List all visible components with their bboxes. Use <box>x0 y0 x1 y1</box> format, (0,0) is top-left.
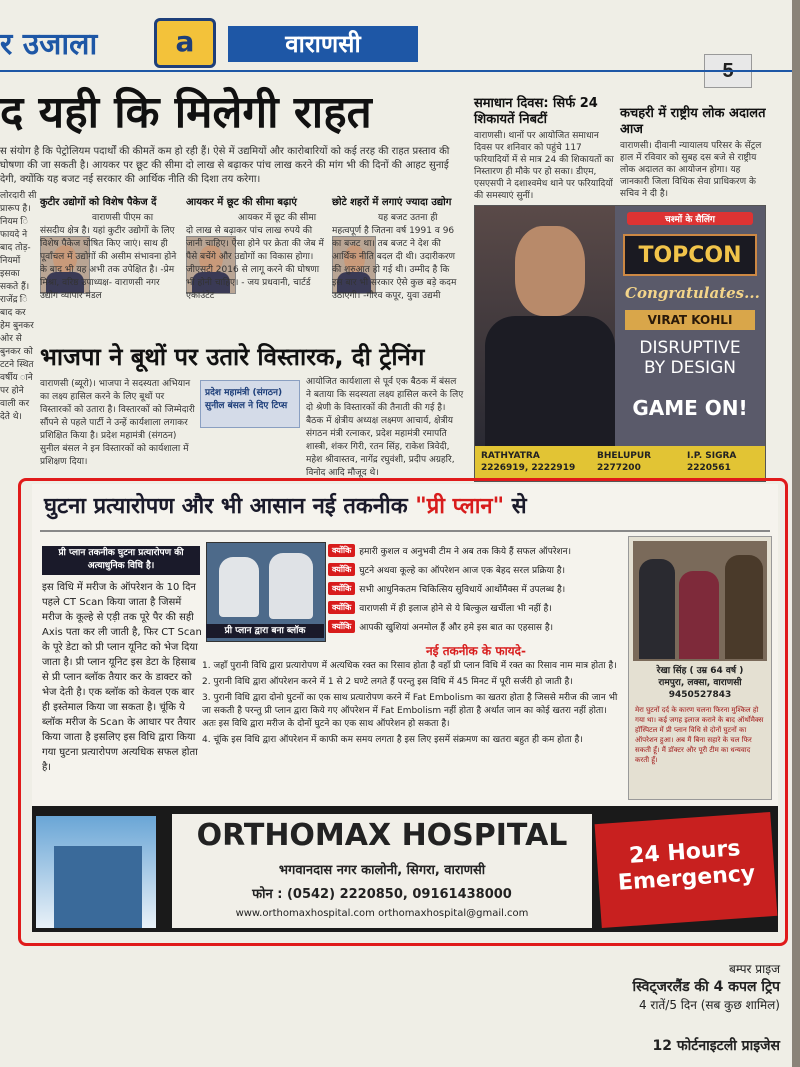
reason-text: हमारी कुशल व अनुभवी टीम ने अब तक किये हैं सफल ऑपरेशन। <box>359 546 572 557</box>
patient-name: रेखा सिंह ( उम्र 64 वर्ष ) <box>656 666 744 676</box>
kyonki-badge: क्योंकि <box>328 544 355 557</box>
sub-quote-box: प्रदेश महामंत्री (संगठन) सुनील बंसल ने दिए टिप्स <box>200 380 300 428</box>
sub-text-right: आयोजित कार्यशाला से पूर्व एक बैठक में बंसल ने बताया कि सदस्यता लक्ष्य हासिल करने के लिए दो श्रेणी के विस्तारकों की तैनाती की गई है। बैठक में क्षेत्रीय अध्यक्ष लक्ष्मण आचार्य, क्षेत्रीय संगठन मंत्री रत्नाकर, प्रदेश महामंत्री रमापति शास्त्री, शंकर गिरी, रतन सिंह, राकेश त्रिवेदी, महेश श्रीवास्तव, नागेंद्र रघुवंशी, प्रदीप अग्रहरि, विनोद आदि मौजूद थे। <box>306 377 464 478</box>
list-item: 3. पुरानी विधि द्वारा दोनो घुटनों का एक साथ प्रत्यारोपण करने में Fat Embolism का खतरा होता है जिससे मरीज की जान भी जा सकती है परन्तु प्री प्लान द्वारा किये गए ऑपरेशन में Fat Embolism नहीं होता है अर्थात जान का कोई खतरा नहीं होता। अतः इस विधि द्वारा मरीज के दोनों घुटने का एक साथ ऑपरेशन हो सकता है। <box>202 693 618 729</box>
kyonki-badge: क्योंकि <box>328 601 355 614</box>
patient-address: रामपुरा, लक्सा, वाराणसी <box>658 678 742 688</box>
column-3-head: छोटे शहरों में लगाएं ज्यादा उद्योग <box>332 197 452 208</box>
masthead-brand: र उजाला <box>0 27 98 62</box>
ad-title-main: घुटना प्रत्यारोपण और भी आसान नई तकनीक <box>44 494 416 519</box>
reason-text: वाराणसी में ही इलाज होने से ये बिल्कुल खर्चीला भी नहीं है। <box>359 603 552 614</box>
column-1-head: कुटीर उद्योगों को विशेष पैकेज दें <box>40 197 157 208</box>
ad-title-end: से <box>504 494 527 519</box>
ad-body-text: इस विधि में मरीज के ऑपरेशन के 10 दिन पहले CT Scan किया जाता है जिसमें मरीज के कूल्हे से एड़ी तक पूरे पैर की सही Axis पता कर ली जाती है, फिर CT Scan के पूरे डेटा को प्री प्लान यूनिट को भेज दिया जाता है। प्री प्लान यूनिट इस डेटा के हिसाब से प्री प्लान ब्लॉक तैयार कर के डाक्टर को भेज देती है। एक ब्लॉक को केवल एक बार ही इस्तेमाल किया जा सकता है। चूंकि ये ब्लॉक मरीज के Scan के आधार पर तैयार किया जाता है इसलिए इस विधि द्वारा किया गया घुटना प्रत्यारोपण अत्यधिक सफल होता है। <box>42 582 202 773</box>
ad-person-photo <box>475 206 620 446</box>
patient-phone: 9450527843 <box>668 690 732 700</box>
emergency-line-1: 24 Hours <box>628 836 742 869</box>
prize-line-2: स्विट्जरलैंड की 4 कपल ट्रिप <box>632 979 780 995</box>
emergency-line-2: Emergency <box>617 861 757 896</box>
store-3-phone: 2220561 <box>687 463 731 473</box>
column-1-text: वाराणसी पीएम का संसदीय क्षेत्र है। यहां कुटीर उद्योगों के लिए विशेष पैकेज घोषित किए जाएं। साथ ही पूर्वांचल में उद्योगों की असीम संभावना होने के बाद भी यह अभी तक उपेक्षित है। -प्रेम मिश्रा, वरिष्ठ उपाध्यक्ष- वाराणसी नगर उद्योग व्यापार मंडल <box>40 213 177 301</box>
tagline-line-2: BY DESIGN <box>643 358 737 378</box>
kyonki-badge: क्योंकि <box>328 582 355 595</box>
masthead-rule <box>0 70 792 72</box>
bumper-prize-teaser <box>540 960 780 1055</box>
right-story-2-head: कचहरी में राष्ट्रीय लोक अदालत आज <box>620 106 766 137</box>
list-item: 1. जहाँ पुरानी विधि द्वारा प्रत्यारोपण में अत्यधिक रक्त का रिसाव होता है वहाँ प्री प्लान विधि में रक्त का रिसाव नाम मात्र होता है। <box>202 661 617 671</box>
prize-line-1: बम्पर प्राइज <box>729 962 780 976</box>
right-story-1-text: वाराणसी। थानों पर आयोजित समाधान दिवस पर शनिवार को पहुंचे 117 फरियादियों में से मात्र 24 की शिकायतों का निस्तारण ही मौके पर हो सका। डीएम, एसएसपी ने दशाश्वमेध थाने पर फरियादियों की समस्याएं सुनीं। <box>474 131 614 201</box>
column-3-text: यह बजट उतना ही महत्वपूर्ण है जितना वर्ष 1991 व 96 का बजट था। तब बजट ने देश की आर्थिक नीति बदल दी थी। उदारीकरण की शुरुआत हो गई थी। उम्मीद है कि इस बार भी सरकार ऐसे कुछ बड़े कदम उठाएगी। -गौरव कपूर, युवा उद्यमी <box>332 213 457 301</box>
topcon-name: VIRAT KOHLI <box>625 310 755 330</box>
red-highlight-frame <box>18 478 788 946</box>
newspaper-logo: a <box>154 18 216 68</box>
city-label: वाराणसी <box>228 26 418 62</box>
headline-lede: स संयोग है कि पेट्रोलियम पदार्थों की कीमतें कम हो रही हैं। ऐसे में उद्यमियों और कारोबारियों को कई तरह की राहत प्रस्ताव की घोषणा की जा सकती है। आयकर पर छूट की सीमा दो लाख से बढ़ाकर पांच लाख करने की मांग भी की दिनों की आहट सुनाई देगी, क्योंकि यह बजट नई सरकार की आर्थिक नीति की दिशा तय करेगा। <box>0 146 450 185</box>
hospital-phone: फोन : (0542) 2220850, 09161438000 <box>252 887 512 902</box>
prize-line-3: 4 रातें/5 दिन (सब कुछ शामिल) <box>638 998 780 1012</box>
topcon-tagline <box>625 338 755 378</box>
reason-text: घुटने अथवा कूल्हे का ऑपरेशन आज एक बेहद सरल प्रक्रिया है। <box>359 565 566 576</box>
benefits-heading: नई तकनीक के फायदे- <box>425 644 526 658</box>
list-item: 4. चूंकि इस विधि द्वारा ऑपरेशन में काफी कम समय लगता है इस लिए इसमें संक्रमण का खतरा बहुत ही कम होता है। <box>202 735 583 745</box>
store-2-place: BHELUPUR <box>597 451 652 461</box>
topcon-congrats: Congratulates... <box>625 284 760 302</box>
topcon-advertisement <box>474 205 766 482</box>
right-story-1-head: समाधान दिवस: सिर्फ 24 शिकायतें निबटीं <box>474 96 598 127</box>
store-3-place: I.P. SIGRA <box>687 451 737 461</box>
topcon-logo: TOPCON <box>623 234 757 276</box>
patient-quote: मेरा घुटनों दर्द के कारण चलना फिरना मुश्किल हो गया था। कई जगह इलाज कराने के बाद ऑर्थोमैक्स हॉस्पिटल में प्री प्लान विधि से दोनों घुटनों का ऑपरेशन हुआ। अब मैं बिना सहारे के चल फिर सकती हूँ। मैं डॉक्टर और पूरी टीम का धन्यवाद करती हूँ। <box>635 706 764 764</box>
right-story-2-text: वाराणसी। दीवानी न्यायालय परिसर के सेंट्रल हाल में रविवार को सुबह दस बजे से राष्ट्रीय लोक अदालत का आयोजन होगा। यह जानकारी जिला विधिक सेवा प्राधिकरण के सचिव ने दी है। <box>620 141 762 199</box>
masthead <box>0 14 420 72</box>
topcon-game-on: GAME ON! <box>632 396 748 420</box>
tagline-line-1: DISRUPTIVE <box>639 338 741 358</box>
store-1-place: RATHYATRA <box>481 451 540 461</box>
knee-caption: प्री प्लान द्वारा बना ब्लॉक <box>206 624 324 638</box>
kyonki-badge: क्योंकि <box>328 620 355 633</box>
main-headline: द यही कि मिलेगी राहत <box>0 87 372 138</box>
left-cut-column: लोरदारी सी प्रारूप है। नियम ि फायदे ने बाद तोड़- नियमों इसका सकते हैं। राजेंद्र ि बाद कर हेम बुनकर ओर से बुनकर को टटने स्थित वर्षीय ाने पर होने वाली कर देते थे। <box>0 191 37 422</box>
prize-line-4: 12 फोर्टनाइटली प्राइजेस <box>652 1038 780 1054</box>
sub-headline: भाजपा ने बूथों पर उतारे विस्तारक, दी ट्रेनिंग <box>40 343 425 371</box>
ad-label-box: प्री प्लान तकनीक घुटना प्रत्यारोपण की अत्याधुनिक विधि है। <box>42 546 200 575</box>
ad-title-highlight: "प्री प्लान" <box>415 494 505 519</box>
column-2-text: आयकर में छूट की सीमा दो लाख से बढ़ाकर पांच लाख रुपये की जानी चाहिए। ऐसा होने पर क्रेता की जेब में पैसे बचेंगे और उद्योगों का विकास होगा। जीएसटी 2016 से लागू करने की घोषणा भी होनी चाहिए। - जय प्रधवानी, चार्टर्ड एकाउंटेंट <box>186 213 324 301</box>
hospital-address: भगवानदास नगर कालोनी, सिगरा, वाराणसी <box>278 863 486 878</box>
store-2-phone: 2277200 <box>597 463 641 473</box>
reason-text: सभी आधुनिकतम चिकित्सिय सुविधायें आर्थोमैक्स में उपलब्ध है। <box>359 584 566 595</box>
hospital-name: ORTHOMAX HOSPITAL <box>196 818 568 853</box>
kyonki-badge: क्योंकि <box>328 563 355 576</box>
list-item: 2. पुरानी विधि द्वारा ऑपरेशन करने में 1 से 2 घण्टे लगते हैं परन्तु इस विधि में 45 मिनट में पूरी सर्जरी हो जाती है। <box>202 677 573 687</box>
column-2-head: आयकर में छूट की सीमा बढ़ाएं <box>186 197 297 208</box>
reason-text: आपकी खुशियां अनमोल हैं और हमे इस बात का एहसास है। <box>359 622 554 633</box>
hospital-web: www.orthomaxhospital.com orthomaxhospital@gmail.com <box>235 908 529 919</box>
sub-text-left: वाराणसी (ब्यूरो)। भाजपा ने सदस्यता अभियान का लक्ष्य हासिल करने के लिए बूथों पर विस्तारकों को उतारा है। विस्तारकों को जिम्मेदारी सौंपने से पहले पार्टी ने उन्हें कार्यशाला लगाकर प्रशिक्षित किया है। प्रदेश महामंत्री (संगठन) सुनील बंसल ने इन विस्तारकों को कार्यशाला में प्रशिक्षण दिया। <box>40 379 195 467</box>
topcon-tag: चश्मों के सैलिंग <box>627 212 753 225</box>
topcon-stores-bar <box>475 446 765 481</box>
store-1-phone: 2226919, 2222919 <box>481 463 576 473</box>
